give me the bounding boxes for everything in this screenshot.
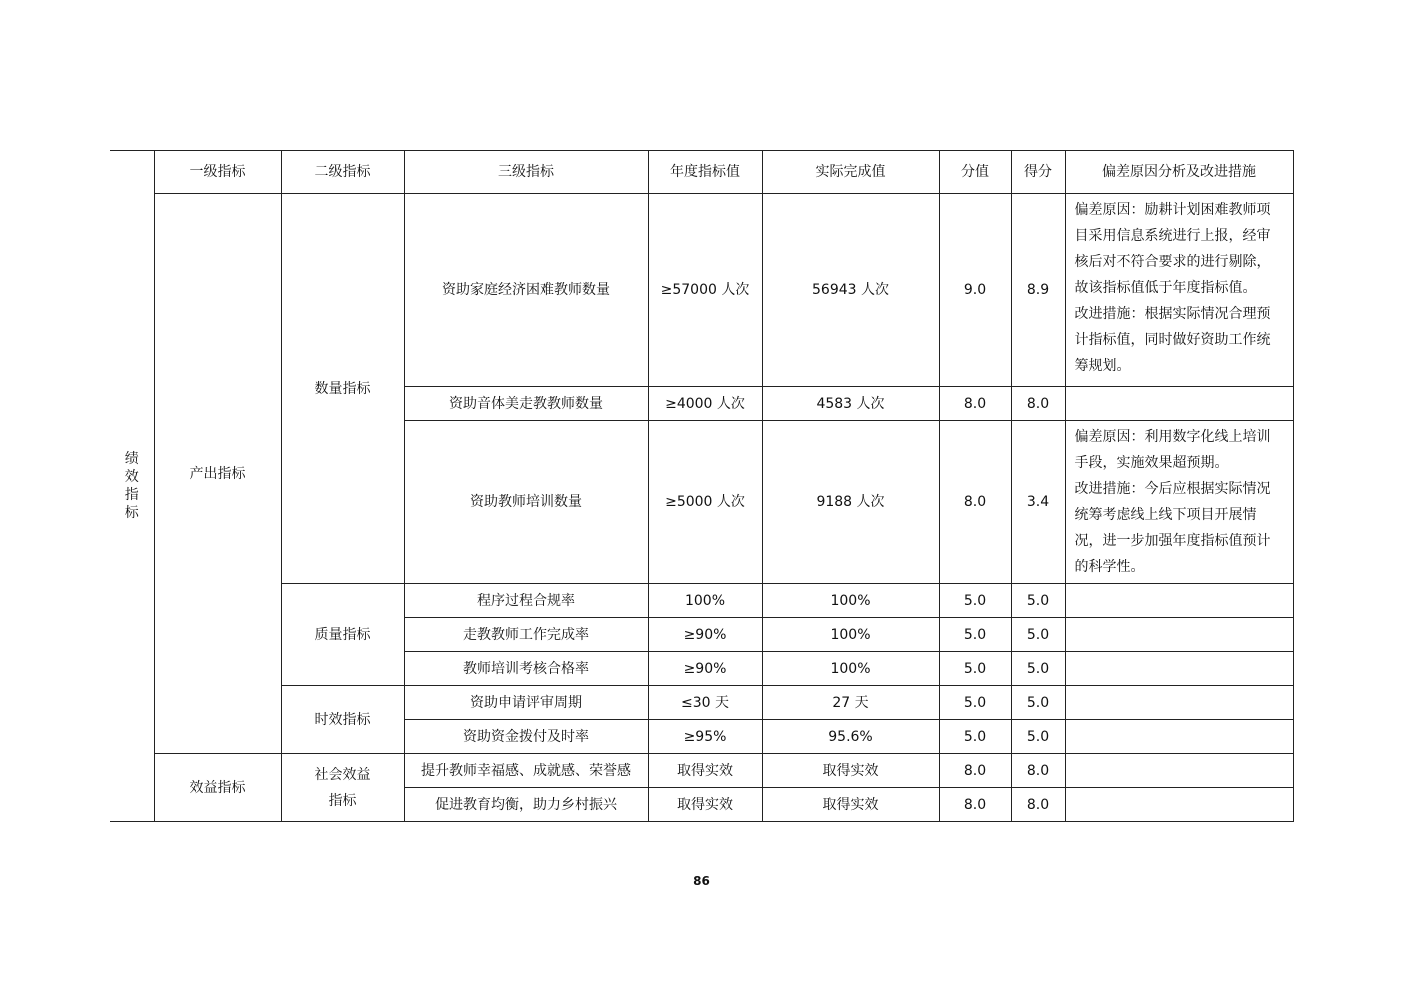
deviation-note-cell: [1065, 652, 1293, 686]
level2-quality: 质量指标: [281, 584, 404, 686]
category-cell: 绩 效 指 标: [110, 151, 154, 822]
table-row: [110, 754, 1293, 788]
score-cell: 5.0: [1011, 720, 1065, 754]
header-cell: 三级指标: [404, 151, 648, 194]
actual-cell: 100%: [762, 618, 939, 652]
weight-cell: 8.0: [939, 788, 1011, 822]
score-cell: 5.0: [1011, 584, 1065, 618]
target-cell: ≥57000 人次: [648, 194, 762, 387]
actual-cell: 4583 人次: [762, 387, 939, 421]
target-cell: 取得实效: [648, 788, 762, 822]
deviation-note-cell: [1065, 686, 1293, 720]
score-cell: 8.0: [1011, 754, 1065, 788]
weight-cell: 5.0: [939, 618, 1011, 652]
performance-table: [110, 150, 1294, 822]
header-cell: 得分: [1011, 151, 1065, 194]
table-row: [110, 584, 1293, 618]
target-cell: ≥5000 人次: [648, 421, 762, 584]
header-cell: 偏差原因分析及改进措施: [1065, 151, 1293, 194]
weight-cell: 5.0: [939, 584, 1011, 618]
header-cell: 分值: [939, 151, 1011, 194]
note-line: 况，进一步加强年度指标值预计: [1074, 533, 1271, 549]
actual-cell: 100%: [762, 652, 939, 686]
indicator-cell: 促进教育均衡，助力乡村振兴: [404, 788, 648, 822]
header-row: [110, 151, 1293, 194]
target-cell: ≤30 天: [648, 686, 762, 720]
indicator-cell: 资助教师培训数量: [404, 421, 648, 584]
actual-cell: 9188 人次: [762, 421, 939, 584]
note-line: 偏差原因：励耕计划困难教师项: [1074, 202, 1271, 218]
deviation-note-cell: [1065, 421, 1293, 584]
deviation-note-cell: [1065, 194, 1293, 387]
actual-cell: 27 天: [762, 686, 939, 720]
score-cell: 8.9: [1011, 194, 1065, 387]
actual-cell: 56943 人次: [762, 194, 939, 387]
actual-cell: 100%: [762, 584, 939, 618]
score-cell: 5.0: [1011, 652, 1065, 686]
actual-cell: 95.6%: [762, 720, 939, 754]
deviation-note-cell: [1065, 618, 1293, 652]
note-line: 故该指标值低于年度指标值。: [1074, 280, 1257, 296]
indicator-cell: 资助申请评审周期: [404, 686, 648, 720]
weight-cell: 9.0: [939, 194, 1011, 387]
score-cell: 5.0: [1011, 686, 1065, 720]
note-line: 核后对不符合要求的进行剔除，: [1074, 254, 1271, 270]
note-line: 统筹考虑线上线下项目开展情: [1074, 507, 1257, 523]
level2-social-line: 指标: [328, 792, 357, 809]
indicator-cell: 提升教师幸福感、成就感、荣誉感: [404, 754, 648, 788]
score-cell: 8.0: [1011, 788, 1065, 822]
indicator-cell: 走教教师工作完成率: [404, 618, 648, 652]
weight-cell: 5.0: [939, 652, 1011, 686]
actual-cell: 取得实效: [762, 788, 939, 822]
deviation-note-cell: [1065, 754, 1293, 788]
target-cell: 100%: [648, 584, 762, 618]
score-cell: 5.0: [1011, 618, 1065, 652]
note-line: 目采用信息系统进行上报，经审: [1074, 228, 1271, 244]
weight-cell: 8.0: [939, 387, 1011, 421]
target-cell: ≥90%: [648, 652, 762, 686]
weight-cell: 8.0: [939, 421, 1011, 584]
level2-quantity: 数量指标: [281, 194, 404, 584]
actual-cell: 取得实效: [762, 754, 939, 788]
header-cell: 一级指标: [154, 151, 281, 194]
level2-timeliness: 时效指标: [281, 686, 404, 754]
level2-social: [281, 754, 404, 822]
table-row: [110, 194, 1293, 387]
level1-benefit: 效益指标: [154, 754, 281, 822]
indicator-cell: 资助家庭经济困难教师数量: [404, 194, 648, 387]
deviation-note-cell: [1065, 387, 1293, 421]
note-line: 手段，实施效果超预期。: [1074, 455, 1229, 471]
level2-social-line: 社会效益: [314, 766, 371, 783]
indicator-cell: 资助资金拨付及时率: [404, 720, 648, 754]
target-cell: ≥95%: [648, 720, 762, 754]
note-line: 改进措施：今后应根据实际情况: [1074, 481, 1271, 497]
page-number: 86: [693, 874, 710, 888]
table-row: [110, 686, 1293, 720]
target-cell: ≥4000 人次: [648, 387, 762, 421]
level1-output: 产出指标: [154, 194, 281, 754]
note-line: 筹规划。: [1074, 358, 1131, 374]
target-cell: 取得实效: [648, 754, 762, 788]
weight-cell: 5.0: [939, 720, 1011, 754]
score-cell: 8.0: [1011, 387, 1065, 421]
weight-cell: 8.0: [939, 754, 1011, 788]
weight-cell: 5.0: [939, 686, 1011, 720]
note-line: 改进措施：根据实际情况合理预: [1074, 306, 1271, 322]
score-cell: 3.4: [1011, 421, 1065, 584]
note-line: 的科学性。: [1074, 559, 1145, 575]
deviation-note-cell: [1065, 788, 1293, 822]
indicator-cell: 资助音体美走教教师数量: [404, 387, 648, 421]
indicator-cell: 教师培训考核合格率: [404, 652, 648, 686]
header-cell: 二级指标: [281, 151, 404, 194]
note-line: 偏差原因：利用数字化线上培训: [1074, 429, 1271, 445]
deviation-note-cell: [1065, 720, 1293, 754]
target-cell: ≥90%: [648, 618, 762, 652]
header-cell: 实际完成值: [762, 151, 939, 194]
deviation-note-cell: [1065, 584, 1293, 618]
indicator-cell: 程序过程合规率: [404, 584, 648, 618]
note-line: 计指标值，同时做好资助工作统: [1074, 332, 1271, 348]
header-cell: 年度指标值: [648, 151, 762, 194]
